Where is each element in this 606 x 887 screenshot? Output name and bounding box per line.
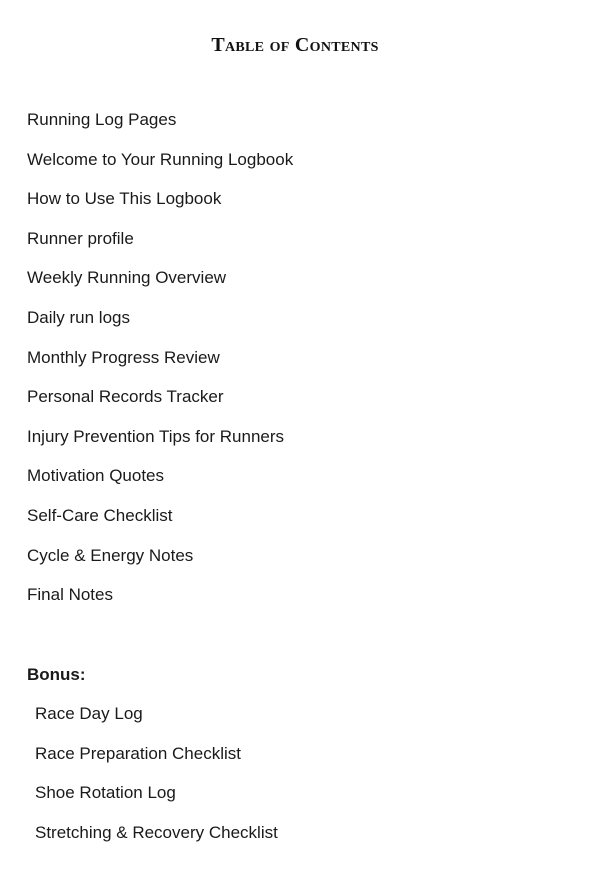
toc-item-motivation-quotes: Motivation Quotes — [27, 466, 165, 486]
toc-item-welcome: Welcome to Your Running Logbook — [27, 149, 294, 169]
bonus-item-shoe-rotation: Shoe Rotation Log — [35, 783, 176, 802]
toc-item-final-notes: Final Notes — [27, 585, 113, 605]
toc-item-weekly-overview: Weekly Running Overview — [27, 268, 227, 288]
bonus-list — [35, 702, 278, 860]
toc-item-daily-run-logs: Daily run logs — [27, 307, 130, 327]
toc-item-injury-prevention: Injury Prevention Tips for Runners — [27, 426, 285, 446]
toc-item-monthly-progress: Monthly Progress Review — [27, 347, 220, 367]
toc-item-self-care: Self-Care Checklist — [27, 505, 173, 525]
toc-item-how-to-use: How to Use This Logbook — [27, 189, 222, 209]
toc-item-personal-records: Personal Records Tracker — [27, 387, 224, 407]
toc-item-runner-profile: Runner profile — [27, 228, 134, 248]
toc-item-cycle-energy: Cycle & Energy Notes — [27, 545, 194, 565]
bonus-item-stretching-recovery: Stretching & Recovery Checklist — [35, 822, 278, 842]
bonus-item-race-preparation: Race Preparation Checklist — [35, 743, 241, 763]
toc-list — [27, 108, 293, 623]
page-title: Table of Contents — [211, 34, 379, 56]
toc-item-running-log-pages: Running Log Pages — [27, 110, 177, 129]
bonus-heading: Bonus: — [27, 665, 86, 684]
bonus-item-race-day-log: Race Day Log — [35, 704, 143, 723]
